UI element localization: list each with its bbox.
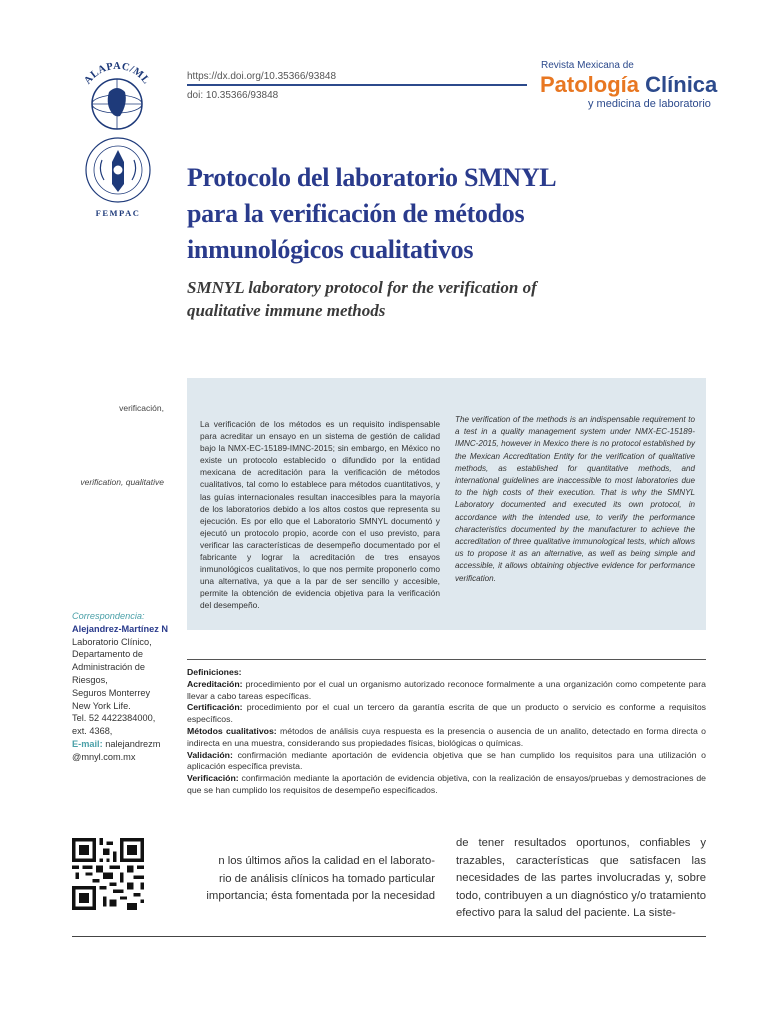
correspondence-line: Laboratorio Clínico, (72, 636, 152, 647)
keywords-english: verification, qualitative (80, 477, 164, 487)
keywords-spanish: verificación, (119, 403, 164, 413)
qr-code[interactable] (72, 838, 144, 910)
doi-number: doi: 10.35366/93848 (187, 90, 279, 101)
correspondence-block (72, 610, 182, 764)
definition-term: Validación: (187, 749, 233, 760)
body-line: importancia; ésta fomentada por la necesidad (206, 890, 435, 902)
definitions-heading: Definiciones: (187, 667, 242, 677)
body-intro-left (187, 853, 435, 906)
correspondence-heading: Correspondencia: (72, 611, 145, 621)
body-line: rio de análisis clínicos ha tomado particular (218, 872, 435, 885)
correspondence-line: Riesgos, (72, 674, 108, 685)
email-label: E-mail: (72, 738, 103, 749)
definition-term: Métodos cualitativos: (187, 725, 277, 736)
definition-term: Acreditación: (187, 678, 243, 689)
correspondence-line: Seguros Monterrey (72, 687, 151, 698)
definition-text: confirmación mediante la aportación de evidencia objetiva, con la realización de ensayos/pruebas y demostraciones de que se han cumplido los requisitos de desempeño especificados. (187, 773, 706, 795)
journal-subtitle: y medicina de laboratorio (588, 98, 711, 110)
doi-link[interactable]: https://dx.doi.org/10.35366/93848 (187, 71, 337, 82)
alapac-logo (76, 62, 158, 132)
fempac-logo (80, 130, 156, 220)
correspondence-line: Departamento de (72, 649, 143, 660)
definition-item (187, 679, 706, 703)
body-line: n los últimos años la calidad en el laborato- (218, 855, 435, 867)
email-part2: @mnyl.com.mx (72, 751, 136, 762)
email-part1: nalejandrezm (105, 738, 161, 749)
body-intro-right: de tener resultados oportunos, confiables y trazables, características que satisfacen las necesidades de las partes involucradas y, sobre todo, contribuyen a un diagnóstico y/o tratamiento efectivo para la salud del paciente. La siste- (456, 837, 706, 919)
bottom-divider (72, 936, 706, 937)
journal-prefix: Revista Mexicana de (541, 60, 634, 71)
definition-text: métodos de análisis cuya respuesta es la presencia o ausencia de un analito, detectado en forma directa o indirecta en una muestra, considerando sus propiedades físicas, biológicas o químicas. (187, 725, 706, 748)
correspondence-name: Alejandrez-Martínez N (72, 623, 168, 634)
definition-text: procedimiento por el cual un tercero da garantía escrita de que un producto o servicio es conforme a requisitos específicos. (187, 702, 706, 725)
definition-item (187, 702, 706, 726)
header-divider (187, 84, 527, 86)
journal-name-part2: Clínica (645, 72, 718, 97)
definition-term: Certificación: (187, 702, 243, 713)
journal-name-part1: Patología (540, 72, 640, 97)
alapac-logo-text: ALAPAC/ML (82, 62, 152, 87)
article-title: Protocolo del laboratorio SMNYL para la verificación de métodos inmunológicos cualitativos (187, 163, 555, 264)
correspondence-line: New York Life. (72, 700, 131, 711)
definition-item (187, 773, 706, 797)
definition-item (187, 750, 706, 774)
correspondence-line: Tel. 52 4422384000, (72, 713, 156, 724)
definitions-divider (187, 659, 706, 660)
definition-text: confirmación mediante aportación de evidencia objetiva que se han cumplido los requisitos para una utilización o aplicación específica prevista. (187, 749, 706, 772)
abstract-spanish: La verificación de los métodos es un requisito indispensable para acreditar un ensayo en un sistema de gestión de calidad bajo la NMX-EC-15189-IMNC-2015; sin embargo, en México no existe un protocolo establecido o difundido por la entidad mexicana de acreditación para la verificación de métodos cualitativos, tal como lo establece para métodos cuantitativos, y las guías internacionales resultan inaccesibles para la mayoría de los laboratorios debido a los altos costos que representa su ejecución. Es por ello que el Laboratorio SMNYL documentó y ejecutó un protocolo propio, acorde con el uso previsto, para verificar las características de desempeño documentado por el fabricante y lograr la acreditación de tres ensayos inmunológicos cualitativos, lo que nos permite proponerlo como una alternativa, ya que a la par de ser sencillo y accesible, permite la obtención de evidencia objetiva para la verificación del desempeño. (200, 419, 440, 611)
definition-term: Verificación: (187, 773, 239, 784)
fempac-logo-text: FEMPAC (95, 208, 141, 218)
journal-name (540, 72, 717, 98)
definition-item (187, 726, 706, 750)
correspondence-email[interactable] (72, 738, 182, 751)
definition-text: procedimiento por el cual un organismo autorizado reconoce formalmente a una organización como competente para llevar a cabo tareas específicas. (187, 678, 706, 701)
abstract-english: The verification of the methods is an indispensable requirement to a test in a quality management system under NMX-EC-15189-IMNC-2015, however in Mexico there is no protocol established by the Mexican Accreditation Entity for the verification of qualitative methods, as established for quantitative methods, and international guidelines are inaccessible to most laboratories due to the high costs of their execution. That is why the SMNYL Laboratory documented and executed its own protocol, in accordance with the intended use, to verify the performance characteristics documented by the manufacturer to achieve the accreditation of three qualitative immunological tests, which allows us to propose it as an alternative, as well as being simple and accessible, it allows obtaining objective evidence for performance verification. (455, 415, 695, 583)
correspondence-line: ext. 4368, (72, 726, 113, 737)
article-title-english: SMNYL laboratory protocol for the verification of qualitative immune methods (187, 278, 537, 320)
definitions-block (187, 667, 706, 797)
correspondence-line: Administración de (72, 662, 146, 673)
